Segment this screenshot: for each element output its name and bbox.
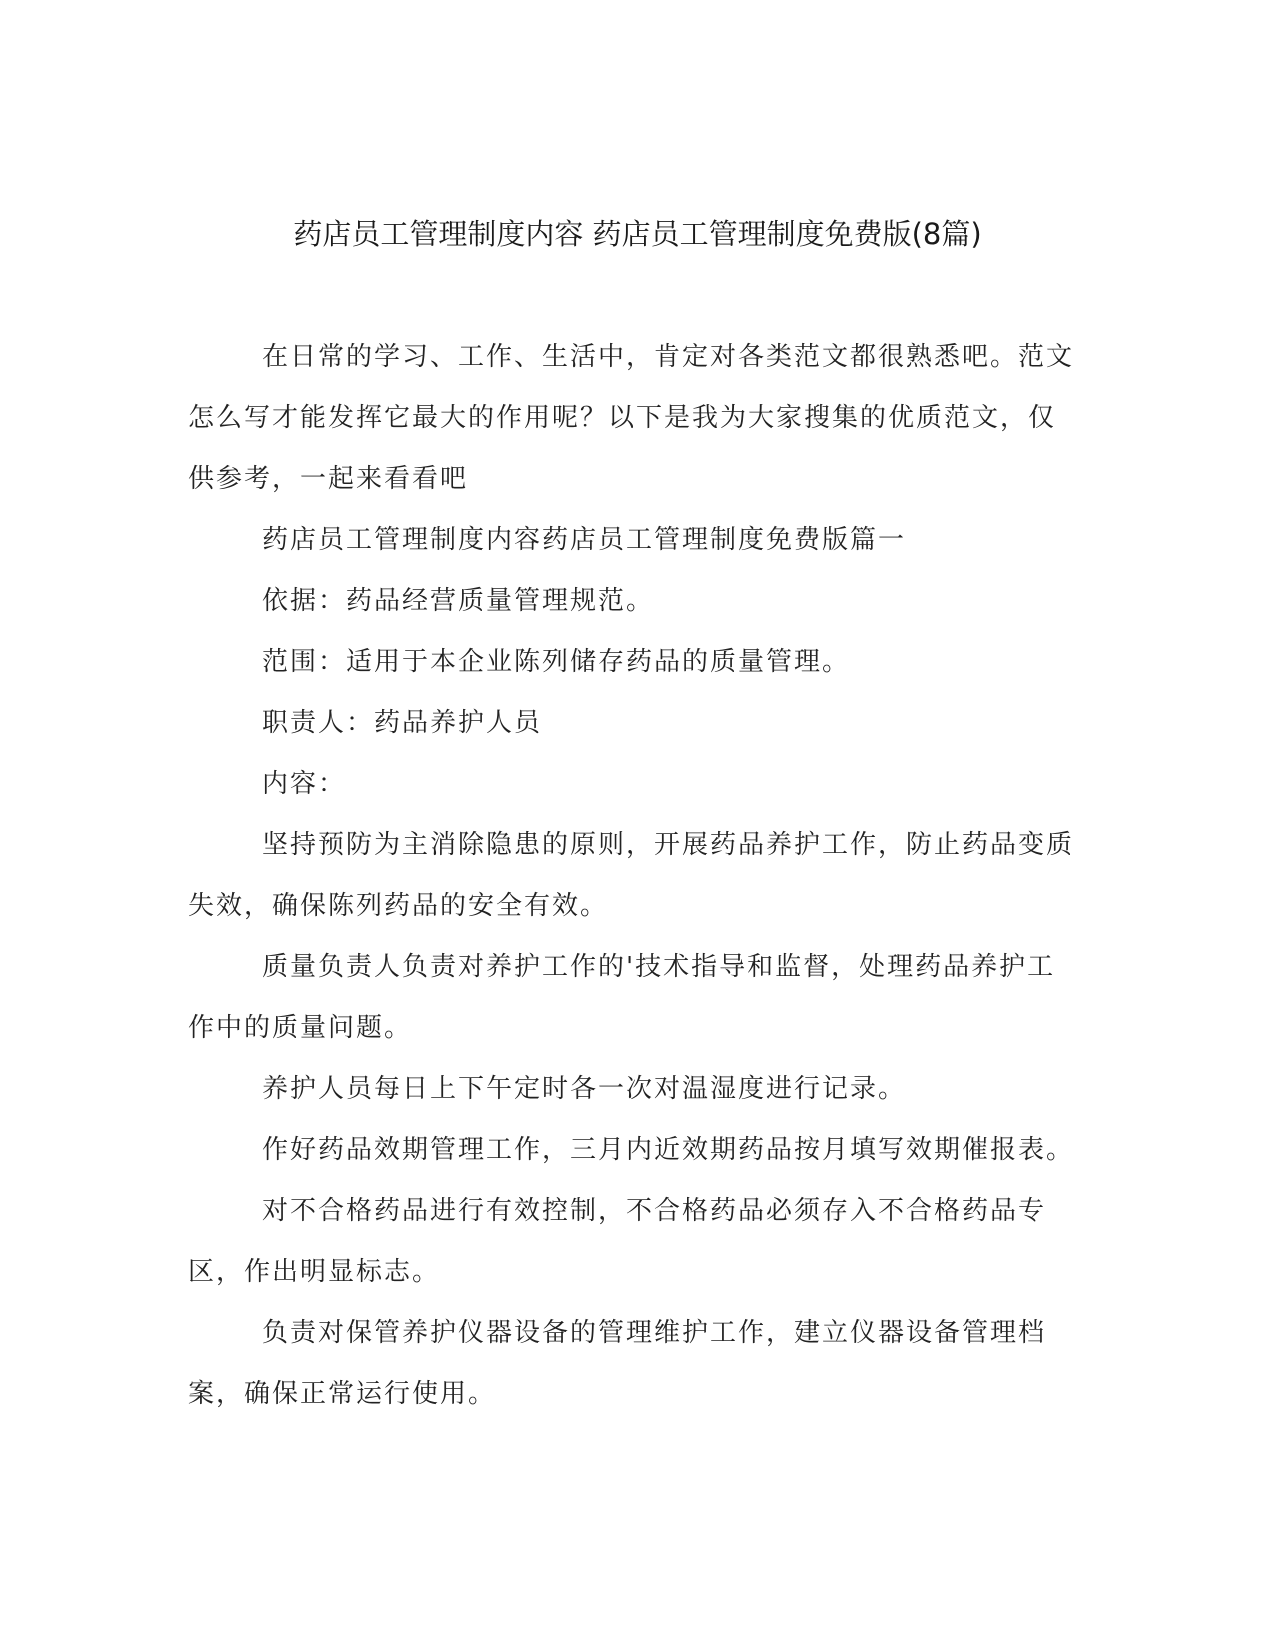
paragraph-temperature-record: 养护人员每日上下午定时各一次对温湿度进行记录。 (262, 1074, 907, 1104)
paragraph-section-heading: 药店员工管理制度内容药店员工管理制度免费版篇一 (262, 525, 907, 555)
document-body (188, 327, 1083, 1425)
paragraph-equipment-maintenance: 负责对保管养护仪器设备的管理维护工作，建立仪器设备管理档案，确保正常运行使用。 (188, 1318, 1047, 1409)
paragraph-intro: 在日常的学习、工作、生活中，肯定对各类范文都很熟悉吧。范文怎么写才能发挥它最大的作用呢？以下是我为大家搜集的优质范文，仅供参考，一起来看看吧 (188, 342, 1075, 494)
paragraph-nonconforming-control: 对不合格药品进行有效控制，不合格药品必须存入不合格药品专区，作出明显标志。 (188, 1196, 1047, 1287)
paragraph-responsible-person: 职责人：药品养护人员 (262, 708, 543, 738)
paragraph-quality-supervision: 质量负责人负责对养护工作的'技术指导和监督，处理药品养护工作中的质量问题。 (188, 952, 1056, 1043)
paragraph-content-label: 内容： (262, 769, 347, 799)
paragraph-basis: 依据：药品经营质量管理规范。 (262, 586, 655, 616)
paragraph-scope: 范围：适用于本企业陈列储存药品的质量管理。 (262, 647, 851, 677)
document-title: 药店员工管理制度内容 药店员工管理制度免费版(8篇) (293, 217, 982, 251)
paragraph-prevention-principle: 坚持预防为主消除隐患的原则，开展药品养护工作，防止药品变质失效，确保陈列药品的安全有效。 (188, 830, 1075, 921)
paragraph-expiry-management: 作好药品效期管理工作，三月内近效期药品按月填写效期催报表。 (262, 1135, 1075, 1165)
